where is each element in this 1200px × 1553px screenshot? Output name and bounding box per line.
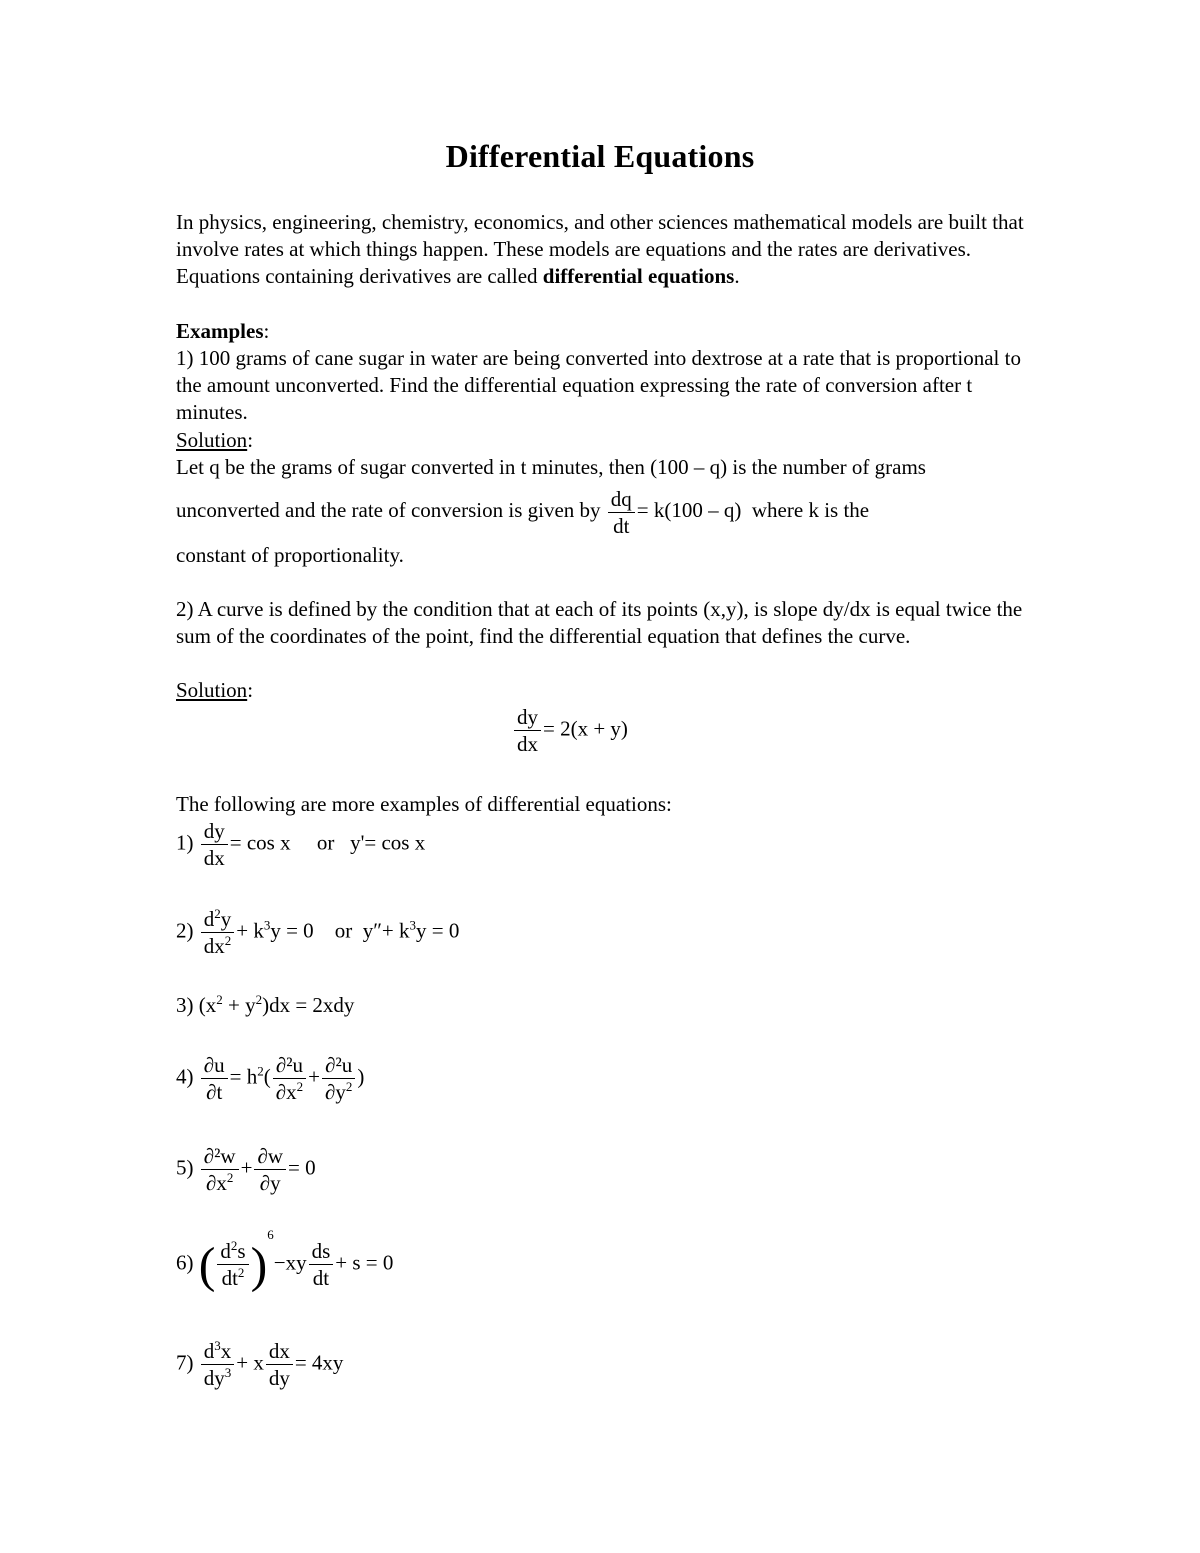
more-example-5: 5) $\frac{\text{∂²w}}{\partial x^2}$ + $\frac{\partial w}{\partial y}$ = 0 <box>176 1144 316 1195</box>
example1-problem: 1) 100 grams of cane sugar in water are being converted into dextrose at a rate that is proportional to the amount unconverted. Find the differential equation expressing the rate of conversion after t minutes. <box>176 346 1021 424</box>
dq-dt-fraction: $\frac{dq}{dt}$ <box>608 486 635 539</box>
intro-paragraph <box>176 209 1036 290</box>
more-example-4: 4) $\frac{\partial u}{\partial t}$ = $h^2$( $\frac{\text{∂²u}}{\partial x^2}$ + $\frac{\text{∂²u}}{\partial y^2}$ ) <box>176 1053 365 1104</box>
page-title: Differential Equations <box>445 138 755 174</box>
more-example-7: 7) $\frac{d^3x}{dy^3}$ + x $\frac{dx}{dy}$ = 4xy <box>176 1338 344 1390</box>
example1-solution-line2: unconverted and the rate of conversion is given by $\frac{dq}{dt}$ = k(100 – q) where k is the <box>176 486 870 538</box>
example1-solution-line3: constant of proportionality. <box>176 543 404 567</box>
more-example-3: 3) $(x^2 + y^2)dx = 2xdy$ <box>176 992 355 1017</box>
example2-problem: 2) A curve is defined by the condition that at each of its points (x,y), is slope dy/dx is equal twice the sum of the coordinates of the point, find the differential equation that defines the curve. <box>176 597 1023 648</box>
more-example-1: 1) $\frac{dy}{dx}$ = cos x or y'= cos x <box>176 819 426 870</box>
intro-text-end: . <box>734 264 740 288</box>
intro-text: In physics, engineering, chemistry, economics, and other sciences mathematical models are built that involve rates at which things happen. These models are equations and the rates are derivatives. Equations containing derivatives are called <box>176 210 1024 288</box>
more-example-2: 2) $\frac{d^2y}{dx^2}$ + $k^3y = 0$ or $y''+ k^3y = 0$ <box>176 906 460 958</box>
examples-heading: Examples: <box>176 319 270 343</box>
example2-solution-label: Solution: <box>176 678 254 702</box>
more-examples-heading: The following are more examples of differential equations: <box>176 792 672 816</box>
example1-solution-line1: Let q be the grams of sugar converted in t minutes, then (100 – q) is the number of grams <box>176 455 926 479</box>
intro-bold-term: differential equations <box>542 264 735 288</box>
example1-solution-label: Solution: <box>176 428 254 452</box>
example2-equation: $\frac{dy}{dx}$ = 2(x + y) <box>512 704 628 757</box>
more-example-6: 6) ( $\frac{d^2s}{dt^2}$ )$^6$−xy $\frac{ds}{dt}$ + s = 0 <box>176 1227 394 1293</box>
